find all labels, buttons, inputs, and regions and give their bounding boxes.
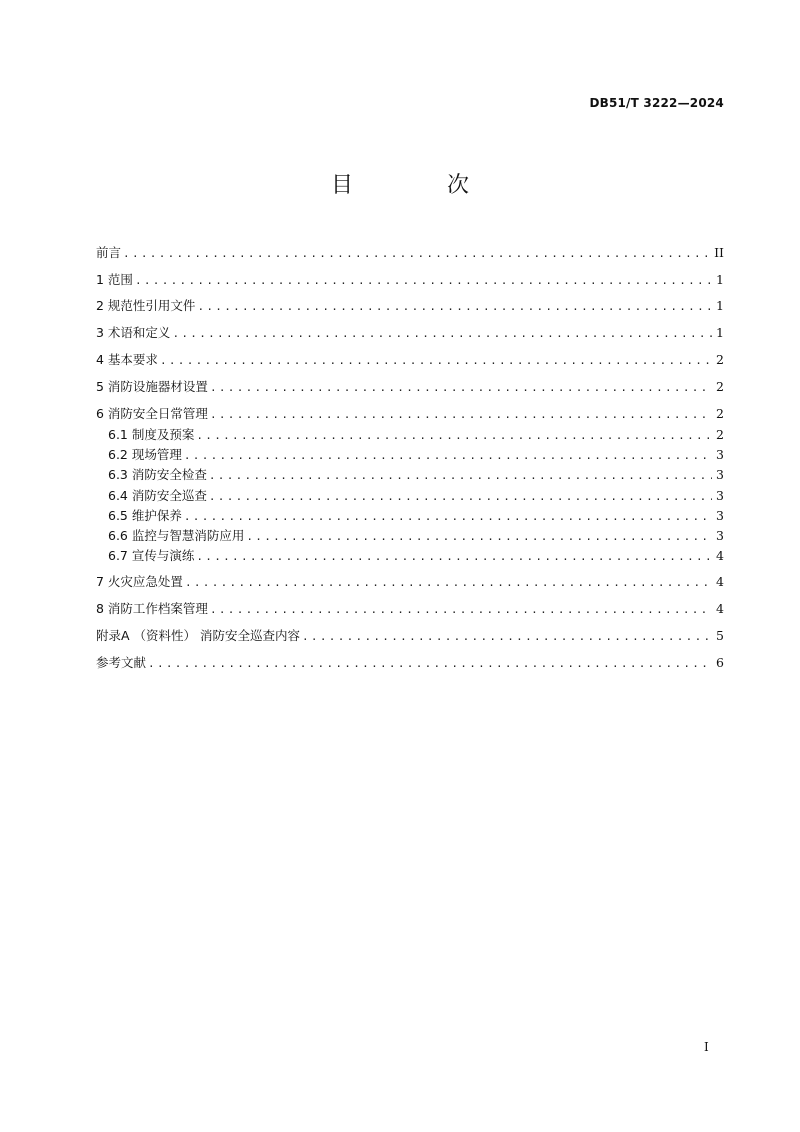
toc-entry-label: 6.2 现场管理 <box>108 447 182 462</box>
toc-entry-label: 附录A （资料性） 消防安全巡查内容 <box>96 628 300 643</box>
toc-entry-label: 5 消防设施器材设置 <box>96 379 208 394</box>
toc-leader-dots <box>148 656 712 672</box>
toc-entry-daily-management[interactable] <box>96 405 724 423</box>
toc-entry-label: 前言 <box>96 245 122 260</box>
toc-leader-dots <box>135 273 712 289</box>
toc-entry-label: 7 火灾应急处置 <box>96 574 183 589</box>
toc-entry-page: 6 <box>716 655 724 670</box>
toc-entry-label: 6.7 宣传与演练 <box>108 548 195 563</box>
toc-leader-dots <box>196 428 712 444</box>
toc-entry-label: 8 消防工作档案管理 <box>96 601 208 616</box>
toc-leader-dots <box>123 246 710 262</box>
toc-entry-page: 3 <box>716 467 724 482</box>
toc-entry-page: 5 <box>716 628 724 643</box>
toc-leader-dots <box>210 380 712 396</box>
toc-entry-page: 2 <box>716 352 724 367</box>
toc-entry-label: 6 消防安全日常管理 <box>96 406 208 421</box>
toc-entry-page: 2 <box>716 406 724 421</box>
toc-leader-dots <box>302 629 712 645</box>
toc-entry-fire-emergency[interactable] <box>96 573 724 591</box>
toc-entry-6-2[interactable] <box>108 446 724 464</box>
toc-entry-6-1[interactable] <box>108 426 724 444</box>
page-title: 目 次 <box>330 173 505 198</box>
toc-entry-page: 4 <box>716 548 724 563</box>
toc-entry-page: 3 <box>716 528 724 543</box>
toc-entry-page: 1 <box>716 272 724 287</box>
toc-entry-page: 4 <box>716 601 724 616</box>
toc-entry-label: 6.1 制度及预案 <box>108 427 195 442</box>
toc-entry-fire-facilities[interactable] <box>96 378 724 396</box>
toc-leader-dots <box>210 602 712 618</box>
toc-leader-dots <box>209 468 712 484</box>
toc-leader-dots <box>184 448 712 464</box>
toc-entry-archive-management[interactable] <box>96 600 724 618</box>
toc-entry-page: 2 <box>716 427 724 442</box>
toc-leader-dots <box>172 326 712 342</box>
toc-entry-6-3[interactable] <box>108 466 724 484</box>
toc-entry-page: 3 <box>716 447 724 462</box>
toc-entry-label: 4 基本要求 <box>96 352 158 367</box>
toc-leader-dots <box>209 489 712 505</box>
toc-entry-label: 1 范围 <box>96 272 133 287</box>
standard-code: DB51/T 3222—2024 <box>589 96 724 110</box>
toc-leader-dots <box>185 575 712 591</box>
toc-entry-label: 2 规范性引用文件 <box>96 298 196 313</box>
toc-leader-dots <box>197 299 712 315</box>
toc-leader-dots <box>184 509 712 525</box>
toc-entry-basic-requirements[interactable] <box>96 351 724 369</box>
toc-entry-page: II <box>714 245 724 260</box>
toc-entry-page: 2 <box>716 379 724 394</box>
toc-entry-page: 3 <box>716 508 724 523</box>
toc-entry-terms-definitions[interactable] <box>96 324 724 342</box>
toc-entry-label: 6.5 维护保养 <box>108 508 182 523</box>
toc-entry-normative-references[interactable] <box>96 297 724 315</box>
toc-entry-label: 6.3 消防安全检查 <box>108 467 207 482</box>
toc-entry-page: 1 <box>716 325 724 340</box>
toc-entry-page: 3 <box>716 488 724 503</box>
toc-entry-foreword[interactable] <box>96 244 724 262</box>
toc-entry-label: 3 术语和定义 <box>96 325 171 340</box>
toc-entry-scope[interactable] <box>96 271 724 289</box>
toc-leader-dots <box>160 353 712 369</box>
toc-entry-page: 1 <box>716 298 724 313</box>
toc-entry-bibliography[interactable] <box>96 654 724 672</box>
toc-leader-dots <box>210 407 712 423</box>
toc-leader-dots <box>246 529 712 545</box>
toc-entry-label: 6.6 监控与智慧消防应用 <box>108 528 245 543</box>
toc-entry-page: 4 <box>716 574 724 589</box>
toc-leader-dots <box>196 549 712 565</box>
toc-entry-6-5[interactable] <box>108 507 724 525</box>
toc-entry-6-4[interactable] <box>108 487 724 505</box>
toc-entry-label: 参考文献 <box>96 655 147 670</box>
toc-entry-6-7[interactable] <box>108 547 724 565</box>
toc-entry-6-6[interactable] <box>108 527 724 545</box>
toc-entry-label: 6.4 消防安全巡查 <box>108 488 207 503</box>
page-number: I <box>704 1040 709 1054</box>
toc-entry-appendix-a[interactable] <box>96 627 724 645</box>
